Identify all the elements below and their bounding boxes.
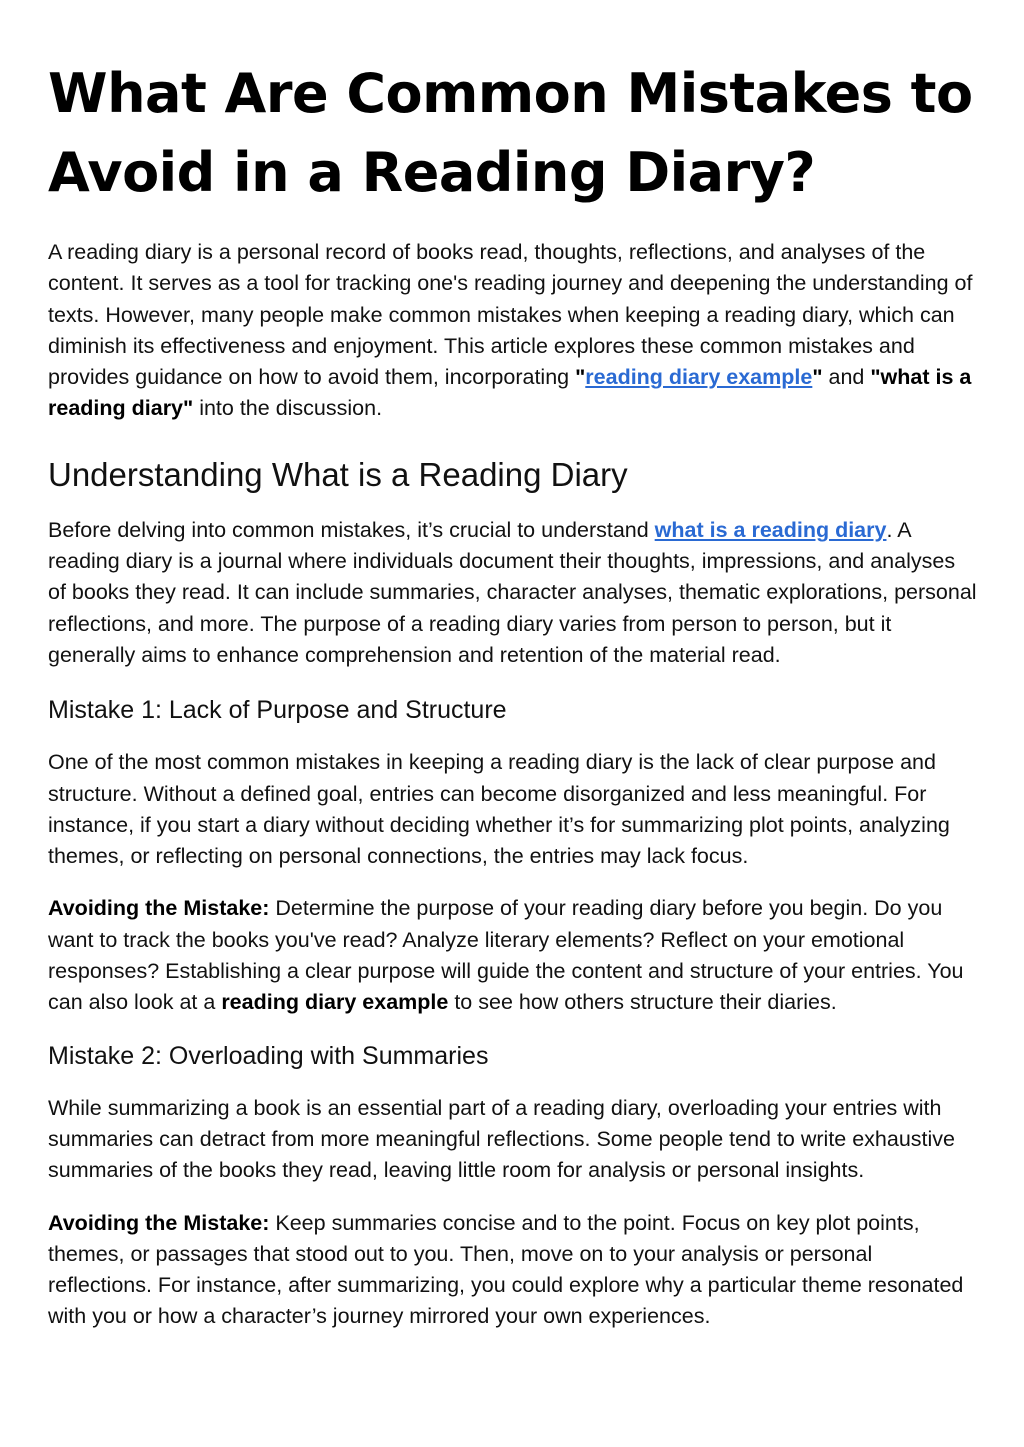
understanding-paragraph bbox=[48, 515, 978, 671]
what-is-reading-diary-link[interactable]: what is a reading diary bbox=[654, 517, 887, 542]
mistake-2-avoid-text: Keep summaries concise and to the point. Focus on key plot points, themes, or passages that stood out to you. Then, move on to your analysis or personal reflections. For instance, after summarizing, you could explore why a particular theme resonated with you or how a character’s journey mirrored your own experiences. bbox=[48, 1210, 964, 1329]
intro-text-3: into the discussion. bbox=[193, 396, 383, 421]
mistake-1-avoid-text-2: to see how others structure their diaries. bbox=[448, 990, 837, 1015]
reading-diary-example-link[interactable]: reading diary example bbox=[585, 365, 813, 390]
section-heading-understanding: Understanding What is a Reading Diary bbox=[48, 455, 628, 493]
mistake-1-body: One of the most common mistakes in keeping a reading diary is the lack of clear purpose and structure. Without a defined goal, entries can become disorganized and less meaningful. For instance, if you start a diary without deciding whether it’s for summarizing plot points, analyzing themes, or reflecting on personal connections, the entries may lack focus. bbox=[48, 750, 950, 869]
understanding-text-1: Before delving into common mistakes, it’s crucial to understand bbox=[48, 517, 655, 542]
intro-text-2: and bbox=[822, 365, 871, 390]
mistake-1-avoid-text-1: Determine the purpose of your reading diary before you begin. Do you want to track the books you've read? Analyze literary elements? Reflect on your emotional responses? Establishing a clear purpose will guide the content and structure of your entries. You can also look at a bbox=[48, 896, 964, 1015]
page-title: What Are Common Mistakes to Avoid in a Reading Diary? bbox=[48, 62, 973, 204]
intro-quote-close: " bbox=[812, 365, 823, 390]
understanding-text-2: . A reading diary is a journal where individuals document their thoughts, impressions, and analyses of books they read. It can include summaries, character analyses, thematic explorations, personal reflections, and more. The purpose of a reading diary varies from person to person, but it generally aims to enhance comprehension and retention of the material read. bbox=[48, 517, 977, 667]
mistake-1-avoid-label: Avoiding the Mistake: bbox=[48, 896, 270, 921]
intro-bold-phrase: "what is a reading diary" bbox=[48, 365, 972, 421]
mistake-1-avoid-bold: reading diary example bbox=[221, 990, 449, 1015]
intro-text-1: A reading diary is a personal record of books read, thoughts, reflections, and analyses of the content. It serves as a tool for tracking one's reading journey and deepening the understanding of texts. However, many people make common mistakes when keeping a reading diary, which can diminish its effectiveness and enjoyment. This article explores these common mistakes and provides guidance on how to avoid them, incorporating bbox=[48, 240, 973, 390]
intro-paragraph bbox=[48, 237, 978, 425]
intro-quote-open: " bbox=[575, 365, 586, 390]
mistake-2-body: While summarizing a book is an essential part of a reading diary, overloading your entries with summaries can detract from more meaningful reflections. Some people tend to write exhaustive summaries of the books they read, leaving little room for analysis or personal insights. bbox=[48, 1095, 956, 1183]
mistake-1-avoid-paragraph bbox=[48, 893, 978, 1018]
mistake-2-avoid-paragraph bbox=[48, 1208, 978, 1333]
mistake-1-heading: Mistake 1: Lack of Purpose and Structure bbox=[48, 696, 507, 725]
mistake-2-avoid-label: Avoiding the Mistake: bbox=[48, 1210, 270, 1235]
article bbox=[48, 54, 978, 1333]
mistake-2-heading: Mistake 2: Overloading with Summaries bbox=[48, 1041, 489, 1070]
